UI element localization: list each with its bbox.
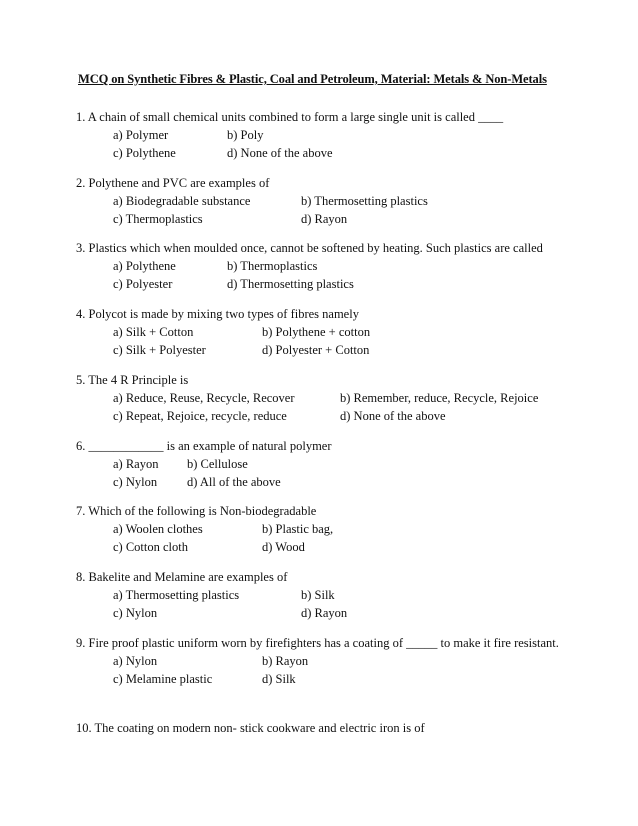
question-stem: 4. Polycot is made by mixing two types of fibres namely <box>76 307 359 321</box>
question-7 <box>76 502 596 556</box>
question-stem: 2. Polythene and PVC are examples of <box>76 176 270 190</box>
options-row <box>76 538 596 556</box>
option-d: d) None of the above <box>340 409 446 423</box>
question-stem: 3. Plastics which when moulded once, cannot be softened by heating. Such plastics are called <box>76 241 543 255</box>
document-title: MCQ on Synthetic Fibres & Plastic, Coal and Petroleum, Material: Metals & Non-Metals <box>78 72 547 86</box>
option-d: d) Wood <box>262 540 305 554</box>
option-a: a) Rayon <box>113 457 159 471</box>
option-b: b) Remember, reduce, Recycle, Rejoice <box>340 391 539 405</box>
option-a: a) Polythene <box>113 259 176 273</box>
options-row <box>76 407 596 425</box>
options-row <box>76 670 596 688</box>
option-c: c) Nylon <box>113 475 158 489</box>
option-b: b) Rayon <box>262 654 309 668</box>
option-d: d) None of the above <box>227 146 333 160</box>
option-d: d) Silk <box>262 672 296 686</box>
question-1 <box>76 108 596 162</box>
option-b: b) Thermosetting plastics <box>301 194 428 208</box>
option-b: b) Polythene + cotton <box>262 325 371 339</box>
question-2 <box>76 174 596 228</box>
options-row <box>76 473 596 491</box>
option-c: c) Melamine plastic <box>113 672 213 686</box>
option-d: d) All of the above <box>187 475 281 489</box>
option-b: b) Thermoplastics <box>227 259 318 273</box>
question-stem: 9. Fire proof plastic uniform worn by firefighters has a coating of _____ to make it fire resistant. <box>76 636 559 650</box>
options-row <box>76 586 596 604</box>
question-stem: 7. Which of the following is Non-biodegradable <box>76 504 317 518</box>
question-8 <box>76 568 596 622</box>
options-row <box>76 144 596 162</box>
option-c: c) Cotton cloth <box>113 540 188 554</box>
option-b: b) Poly <box>227 128 264 142</box>
options-row <box>76 323 596 341</box>
option-b: b) Plastic bag, <box>262 522 334 536</box>
option-b: b) Silk <box>301 588 335 602</box>
options-row <box>76 257 596 275</box>
question-stem: 10. The coating on modern non- stick cookware and electric iron is of <box>76 721 425 735</box>
question-stem: 5. The 4 R Principle is <box>76 373 189 387</box>
option-a: a) Polymer <box>113 128 169 142</box>
option-c: c) Thermoplastics <box>113 212 203 226</box>
options-row <box>76 455 596 473</box>
option-a: a) Silk + Cotton <box>113 325 194 339</box>
options-row <box>76 652 596 670</box>
option-d: d) Rayon <box>301 606 348 620</box>
option-a: a) Biodegradable substance <box>113 194 251 208</box>
option-c: c) Polythene <box>113 146 176 160</box>
question-6 <box>76 437 596 491</box>
options-row <box>76 520 596 538</box>
question-9 <box>76 634 596 688</box>
question-stem: 1. A chain of small chemical units combined to form a large single unit is called ____ <box>76 110 504 124</box>
option-c: c) Polyester <box>113 277 173 291</box>
question-10 <box>76 719 596 737</box>
option-a: a) Reduce, Reuse, Recycle, Recover <box>113 391 295 405</box>
question-stem: 6. ____________ is an example of natural polymer <box>76 439 332 453</box>
option-b: b) Cellulose <box>187 457 248 471</box>
option-d: d) Polyester + Cotton <box>262 343 370 357</box>
options-row <box>76 275 596 293</box>
option-a: a) Thermosetting plastics <box>113 588 240 602</box>
options-row <box>76 389 596 407</box>
question-4 <box>76 305 596 359</box>
option-c: c) Nylon <box>113 606 158 620</box>
options-row <box>76 192 596 210</box>
option-c: c) Repeat, Rejoice, recycle, reduce <box>113 409 287 423</box>
question-3 <box>76 239 596 293</box>
question-stem: 8. Bakelite and Melamine are examples of <box>76 570 288 584</box>
options-row <box>76 341 596 359</box>
options-row <box>76 126 596 144</box>
option-a: a) Woolen clothes <box>113 522 203 536</box>
options-row <box>76 210 596 228</box>
option-c: c) Silk + Polyester <box>113 343 206 357</box>
option-d: d) Thermosetting plastics <box>227 277 354 291</box>
options-row <box>76 604 596 622</box>
option-d: d) Rayon <box>301 212 348 226</box>
option-a: a) Nylon <box>113 654 158 668</box>
question-5 <box>76 371 596 425</box>
